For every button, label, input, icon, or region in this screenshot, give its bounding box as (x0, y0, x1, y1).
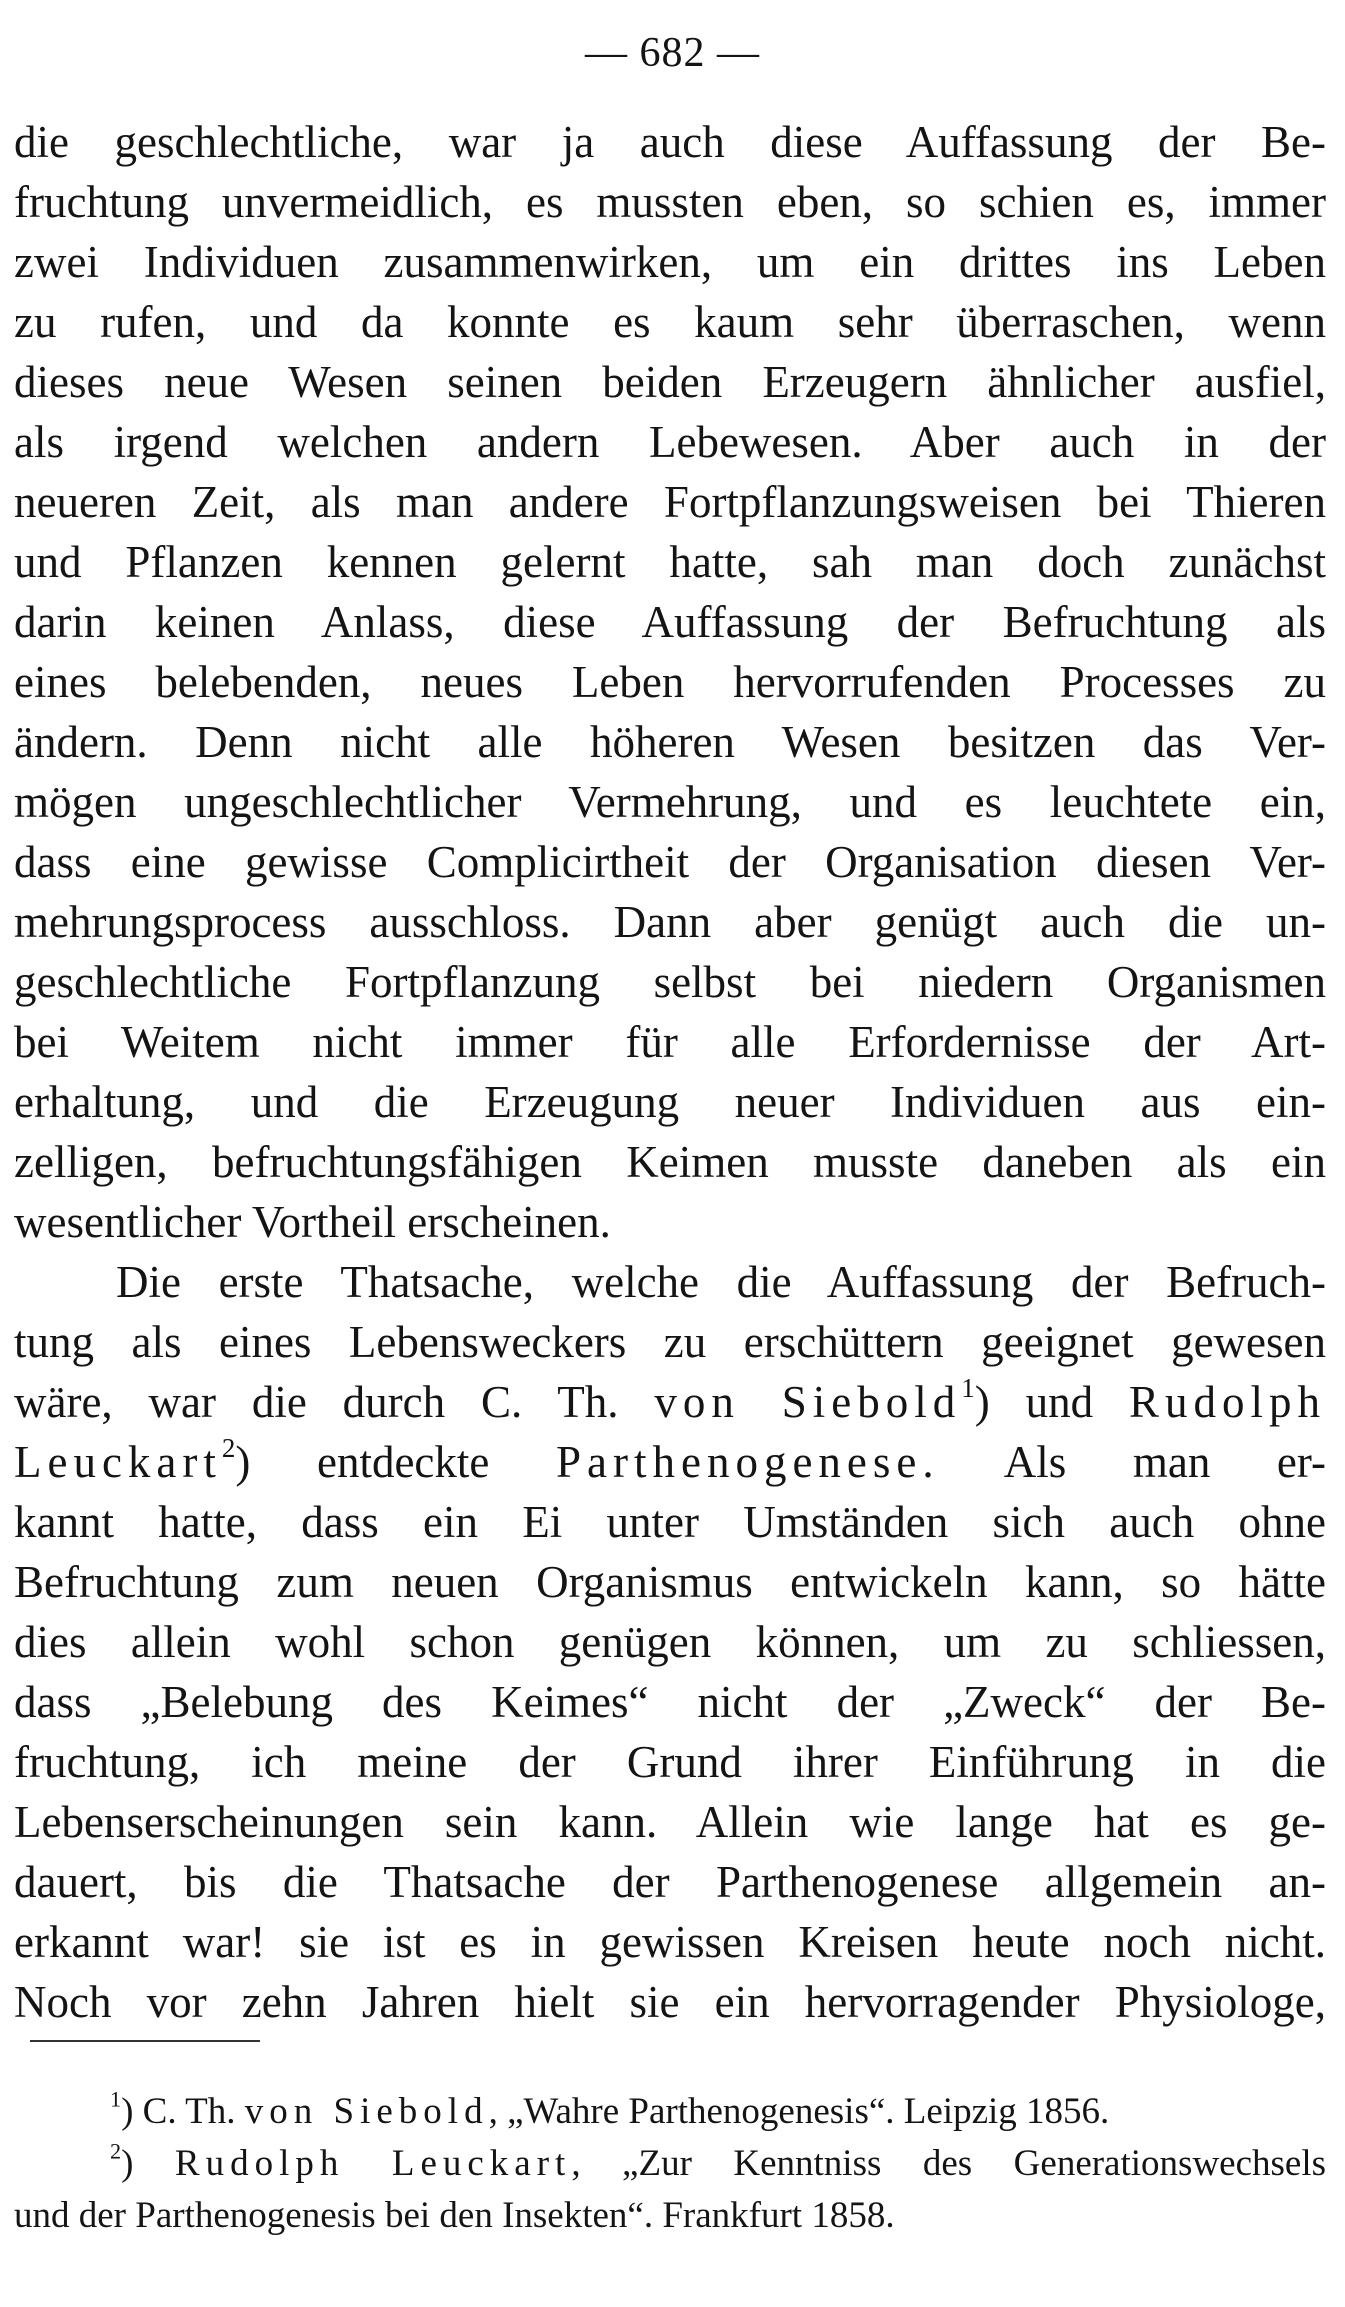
text-line-5: dieses neue Wesen seinen beiden Erzeugern ähnlicher ausfiel, (14, 357, 1326, 407)
text-line-28: fruchtung, ich meine der Grund ihrer Einführung in die (14, 1737, 1326, 1787)
text-line-30: dauert, bis die Thatsache der Parthenogenese allgemein an- (14, 1857, 1326, 1907)
text-line-8: und Pflanzen kennen gelernt hatte, sah man doch zunächst (14, 537, 1326, 587)
text-line-13: dass eine gewisse Complicirtheit der Organisation diesen Ver- (14, 837, 1326, 887)
text-line-20: Die erste Thatsache, welche die Auffassung der Befruch- (116, 1257, 1326, 1307)
text-segment: ) C. Th. (121, 2091, 245, 2132)
text-line-19: wesentlicher Vortheil erscheinen. (14, 1197, 611, 1247)
text-line-26: dies allein wohl schon genügen können, um zu schliessen, (14, 1617, 1326, 1667)
page-number: — 682 — (585, 30, 760, 76)
footnote-divider (30, 2040, 260, 2042)
text-segment: ) und (974, 1377, 1129, 1427)
text-line-1: die geschlechtliche, war ja auch diese Auffassung der Be- (14, 117, 1326, 167)
text-line-2: fruchtung unvermeidlich, es mussten eben, so schien es, immer (14, 177, 1326, 227)
text-line-24: kannt hatte, dass ein Ei unter Umständen sich auch ohne (14, 1497, 1326, 1547)
text-segment: , „Wahre Parthenogenesis“. Leipzig 1856. (488, 2091, 1110, 2132)
footnote-author-siebold: von Siebold (244, 2091, 489, 2132)
text-line-4: zu rufen, und da konnte es kaum sehr überraschen, wenn (14, 297, 1326, 347)
text-line-22 (14, 1372, 1326, 1432)
text-segment: ) (121, 2143, 175, 2184)
text-line-11: ändern. Denn nicht alle höheren Wesen besitzen das Ver- (14, 717, 1326, 767)
text-segment: Als man er- (939, 1437, 1326, 1487)
text-segment: wäre, war die durch C. Th. (14, 1377, 655, 1427)
text-line-14: mehrungsprocess ausschloss. Dann aber genügt auch die un- (14, 897, 1326, 947)
text-segment: ) entdeckte (235, 1437, 556, 1487)
text-line-12: mögen ungeschlechtlicher Vermehrung, und es leuchtete ein, (14, 777, 1326, 827)
footnote-ref-2[interactable]: 2 (221, 1432, 236, 1463)
text-line-9: darin keinen Anlass, diese Auffassung der Befruchtung als (14, 597, 1326, 647)
text-line-29: Lebenserscheinungen sein kann. Allein wie lange hat es ge- (14, 1797, 1326, 1847)
author-name-siebold: von Siebold (654, 1377, 962, 1427)
footnote-mark-2: 2 (110, 2138, 122, 2164)
text-line-16: bei Weitem nicht immer für alle Erfordernisse der Art- (14, 1017, 1326, 1067)
footnote-mark-1: 1 (110, 2086, 122, 2112)
text-line-31: erkannt war! sie ist es in gewissen Kreisen heute noch nicht. (14, 1917, 1326, 1967)
footnote-ref-1[interactable]: 1 (961, 1372, 975, 1403)
text-line-21: tung als eines Lebensweckers zu erschüttern geeignet gewesen (14, 1317, 1326, 1367)
text-line-23 (14, 1432, 1326, 1492)
footnote-2-continuation: und der Parthenogenesis bei den Insekten“. Frankfurt 1858. (14, 2195, 895, 2236)
text-line-17: erhaltung, und die Erzeugung neuer Individuen aus ein- (14, 1077, 1326, 1127)
text-line-7: neueren Zeit, als man andere Fortpflanzungsweisen bei Thieren (14, 477, 1326, 527)
text-line-6: als irgend welchen andern Lebewesen. Aber auch in der (14, 417, 1326, 467)
footnote-author-leuckart: Rudolph Leuckart (174, 2143, 572, 2184)
footnote-1 (14, 2086, 1326, 2138)
text-line-3: zwei Individuen zusammenwirken, um ein drittes ins Leben (14, 237, 1326, 287)
author-name-leuckart: Leuckart (14, 1437, 222, 1487)
term-parthenogenese: Parthenogenese. (555, 1437, 940, 1487)
text-segment: , „Zur Kenntniss des Generationswechsels (571, 2143, 1326, 2184)
body-text (14, 112, 1326, 2032)
author-name-rudolph: Rudolph (1128, 1377, 1326, 1427)
text-line-10: eines belebenden, neues Leben hervorrufenden Processes zu (14, 657, 1326, 707)
text-line-15: geschlechtliche Fortpflanzung selbst bei niedern Organismen (14, 957, 1326, 1007)
footnote-2 (14, 2138, 1326, 2190)
text-line-25: Befruchtung zum neuen Organismus entwickeln kann, so hätte (14, 1557, 1326, 1607)
text-line-18: zelligen, befruchtungsfähigen Keimen musste daneben als ein (14, 1137, 1326, 1187)
text-line-32: Noch vor zehn Jahren hielt sie ein hervorragender Physiologe, (14, 1977, 1326, 2027)
footnotes (14, 2086, 1326, 2242)
text-line-27: dass „Belebung des Keimes“ nicht der „Zweck“ der Be- (14, 1677, 1326, 1727)
